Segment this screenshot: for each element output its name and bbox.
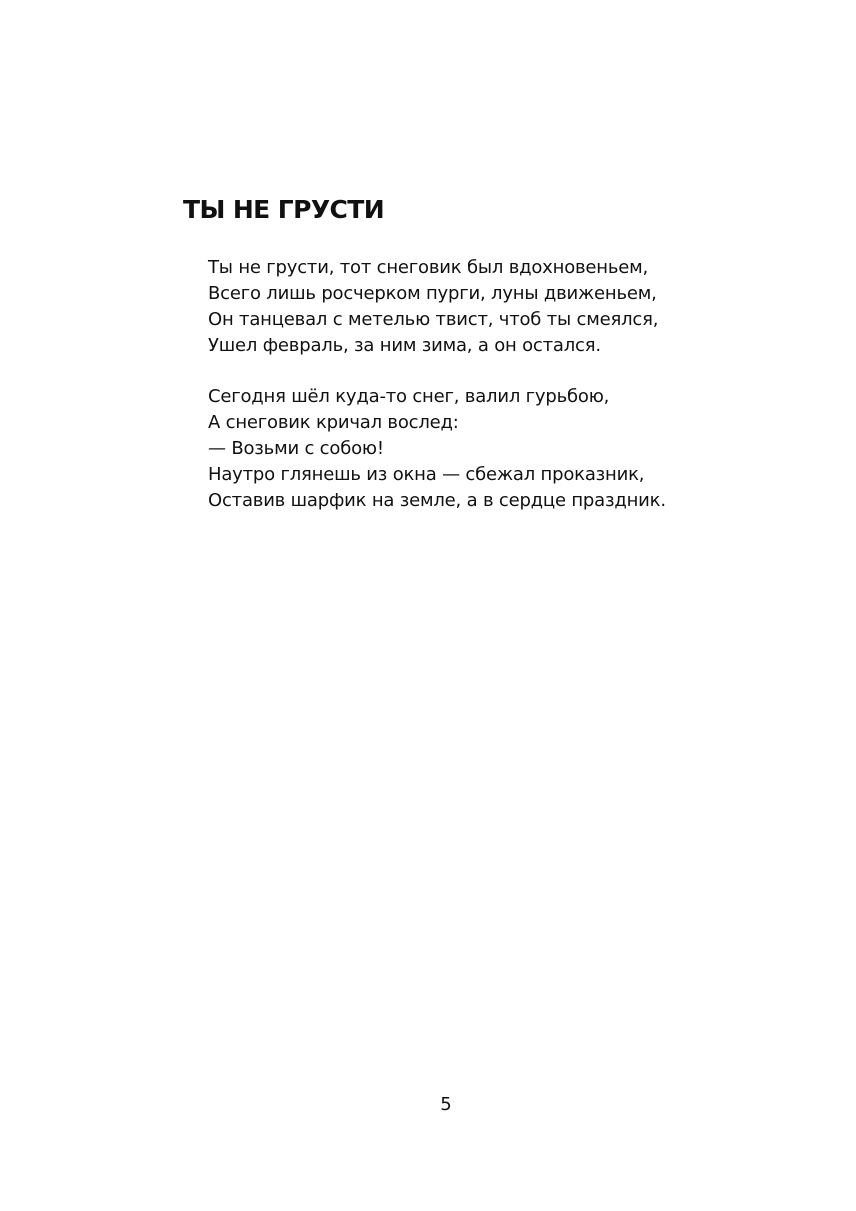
verse-line: Оставив шарфик на земле, а в сердце праздник. [208,490,666,511]
verse-line: Он танцевал с метелью твист, чтоб ты смеялся, [208,309,659,330]
verse-line: Наутро глянешь из окна — сбежал проказник, [208,464,645,485]
verse-line: Ушел февраль, за ним зима, а он остался. [208,335,601,356]
verse-line: А снеговик кричал вослед: [208,412,459,433]
verse-line: Всего лишь росчерком пурги, луны движеньем, [208,283,657,304]
stanza-1 [208,255,808,359]
page-number: 5 [440,1094,452,1115]
stanza-2 [208,384,808,514]
verse-line: — Возьми с собою! [208,438,384,459]
verse-line: Сегодня шёл куда-то снег, валил гурьбою, [208,386,610,407]
verse-line: Ты не грусти, тот снеговик был вдохновеньем, [208,257,649,278]
poem-body [208,255,808,514]
poem-title: ТЫ НЕ ГРУСТИ [183,195,385,224]
